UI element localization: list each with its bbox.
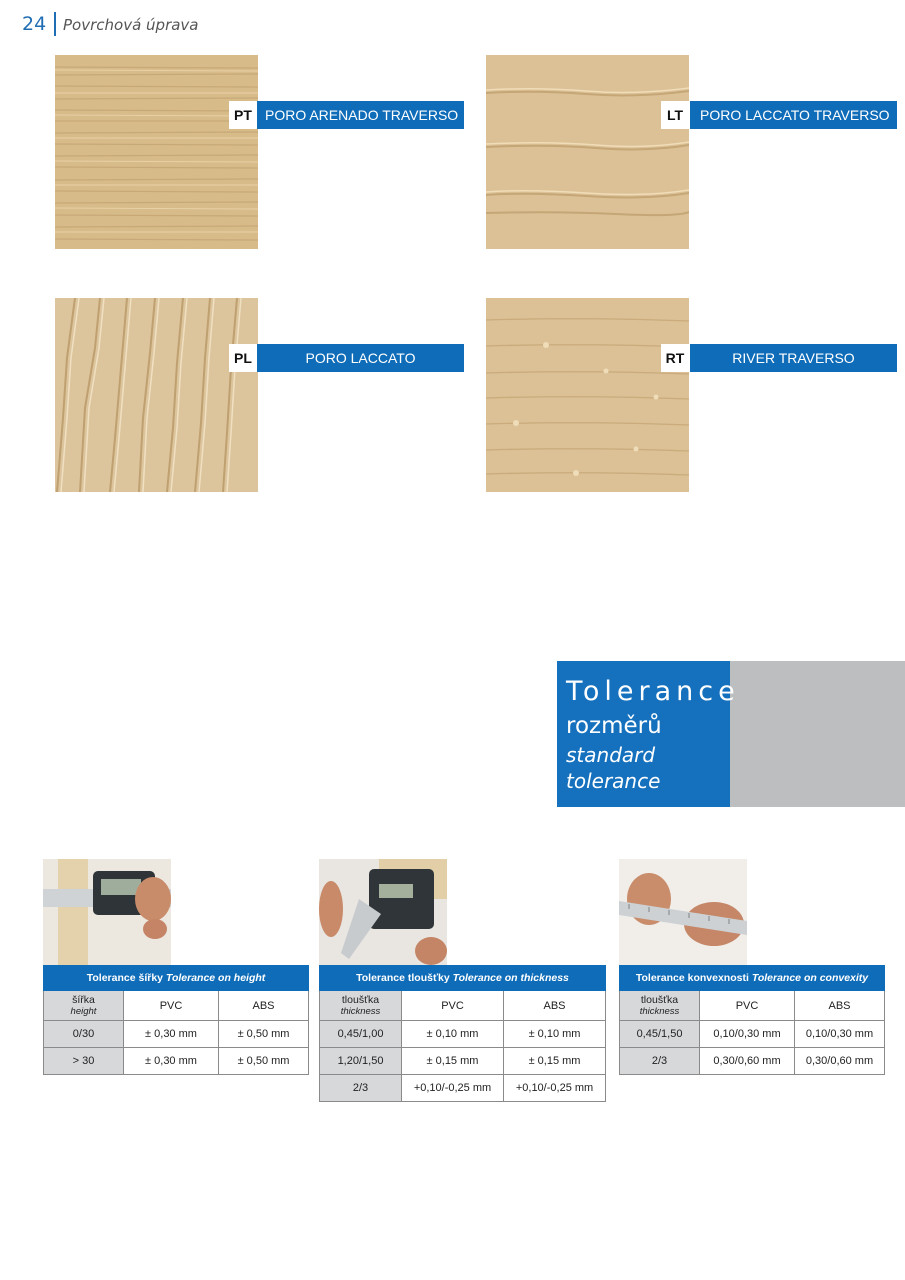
cell-pvc: ± 0,30 mm xyxy=(124,1021,219,1048)
cell-dimension: 0,45/1,50 xyxy=(620,1021,700,1048)
cell-pvc: ± 0,30 mm xyxy=(124,1048,219,1075)
table-row xyxy=(44,1048,309,1075)
table-row xyxy=(320,1075,606,1102)
table-tolerance-convexity xyxy=(619,965,885,1075)
table-tolerance-height xyxy=(43,965,309,1075)
photo-ruler-convexity xyxy=(619,859,747,965)
table-caption xyxy=(44,966,309,991)
table-caption-cell xyxy=(620,966,885,991)
cell-pvc: +0,10/-0,25 mm xyxy=(402,1075,504,1102)
finish-name-pl: PORO LACCATO xyxy=(257,344,464,372)
cell-abs: ± 0,50 mm xyxy=(219,1021,309,1048)
table-row xyxy=(320,1048,606,1075)
swatch-poro-laccato-traverso xyxy=(486,55,689,249)
table-caption-cell xyxy=(320,966,606,991)
section-title: Povrchová úprava xyxy=(63,16,199,34)
header-dimension-cz: tloušťka xyxy=(341,994,380,1006)
table-caption xyxy=(620,966,885,991)
tolerance-subtitle: rozměrů xyxy=(566,713,662,739)
header-abs: ABS xyxy=(504,991,606,1021)
cell-dimension: 2/3 xyxy=(320,1075,402,1102)
table-row xyxy=(620,1021,885,1048)
header-dimension xyxy=(620,991,700,1021)
finish-code-pt: PT xyxy=(229,101,257,129)
finish-name-rt: RIVER TRAVERSO xyxy=(690,344,897,372)
cell-dimension: 0,45/1,00 xyxy=(320,1021,402,1048)
cell-pvc: 0,30/0,60 mm xyxy=(700,1048,795,1075)
page-number: 24 xyxy=(22,13,47,35)
finish-code-pl: PL xyxy=(229,344,257,372)
table-caption-cell xyxy=(44,966,309,991)
cell-pvc: ± 0,10 mm xyxy=(402,1021,504,1048)
cell-abs: ± 0,10 mm xyxy=(504,1021,606,1048)
photo-caliper-height xyxy=(43,859,171,965)
swatch-poro-arenado-traverso xyxy=(55,55,258,249)
finish-code-lt: LT xyxy=(661,101,689,129)
table-tolerance-thickness xyxy=(319,965,606,1102)
header-abs: ABS xyxy=(795,991,885,1021)
table-row xyxy=(320,1021,606,1048)
photo-caliper-thickness xyxy=(319,859,447,965)
header-pvc: PVC xyxy=(124,991,219,1021)
cell-dimension: 0/30 xyxy=(44,1021,124,1048)
caption-cz: Tolerance šířky xyxy=(86,972,163,984)
header-dimension-cz: tloušťka xyxy=(640,994,679,1006)
tolerance-title: Tolerance xyxy=(566,676,740,707)
header-dimension xyxy=(44,991,124,1021)
header-abs: ABS xyxy=(219,991,309,1021)
caption-cz: Tolerance konvexnosti xyxy=(635,972,749,984)
cell-abs: ± 0,50 mm xyxy=(219,1048,309,1075)
cell-abs: +0,10/-0,25 mm xyxy=(504,1075,606,1102)
table-header-row xyxy=(44,991,309,1021)
table-header-row xyxy=(620,991,885,1021)
cell-pvc: 0,10/0,30 mm xyxy=(700,1021,795,1048)
header-dimension-en: height xyxy=(70,1006,97,1017)
finish-name-pt: PORO ARENADO TRAVERSO xyxy=(257,101,464,129)
header-dimension xyxy=(320,991,402,1021)
cell-dimension: 2/3 xyxy=(620,1048,700,1075)
caption-en: Tolerance on height xyxy=(165,972,266,984)
tolerance-heading-accent xyxy=(730,661,905,807)
header-pvc: PVC xyxy=(402,991,504,1021)
table-row xyxy=(44,1021,309,1048)
header-dimension-en: thickness xyxy=(340,1006,381,1017)
cell-dimension: 1,20/1,50 xyxy=(320,1048,402,1075)
header-divider xyxy=(54,12,56,36)
header-pvc: PVC xyxy=(700,991,795,1021)
tolerance-en-line2: tolerance xyxy=(566,769,661,793)
table-header-row xyxy=(320,991,606,1021)
cell-pvc: ± 0,15 mm xyxy=(402,1048,504,1075)
caption-en: Tolerance on convexity xyxy=(751,972,869,984)
cell-abs: 0,10/0,30 mm xyxy=(795,1021,885,1048)
cell-dimension: > 30 xyxy=(44,1048,124,1075)
swatch-poro-laccato xyxy=(55,298,258,492)
caption-en: Tolerance on thickness xyxy=(452,972,569,984)
caption-cz: Tolerance tloušťky xyxy=(356,972,450,984)
header-dimension-en: thickness xyxy=(639,1006,680,1017)
header-dimension-cz: šířka xyxy=(72,994,95,1006)
finish-name-lt: PORO LACCATO TRAVERSO xyxy=(690,101,897,129)
table-caption xyxy=(320,966,606,991)
tolerance-en-line1: standard xyxy=(566,743,656,767)
swatch-river-traverso xyxy=(486,298,689,492)
cell-abs: 0,30/0,60 mm xyxy=(795,1048,885,1075)
table-row xyxy=(620,1048,885,1075)
cell-abs: ± 0,15 mm xyxy=(504,1048,606,1075)
finish-code-rt: RT xyxy=(661,344,689,372)
